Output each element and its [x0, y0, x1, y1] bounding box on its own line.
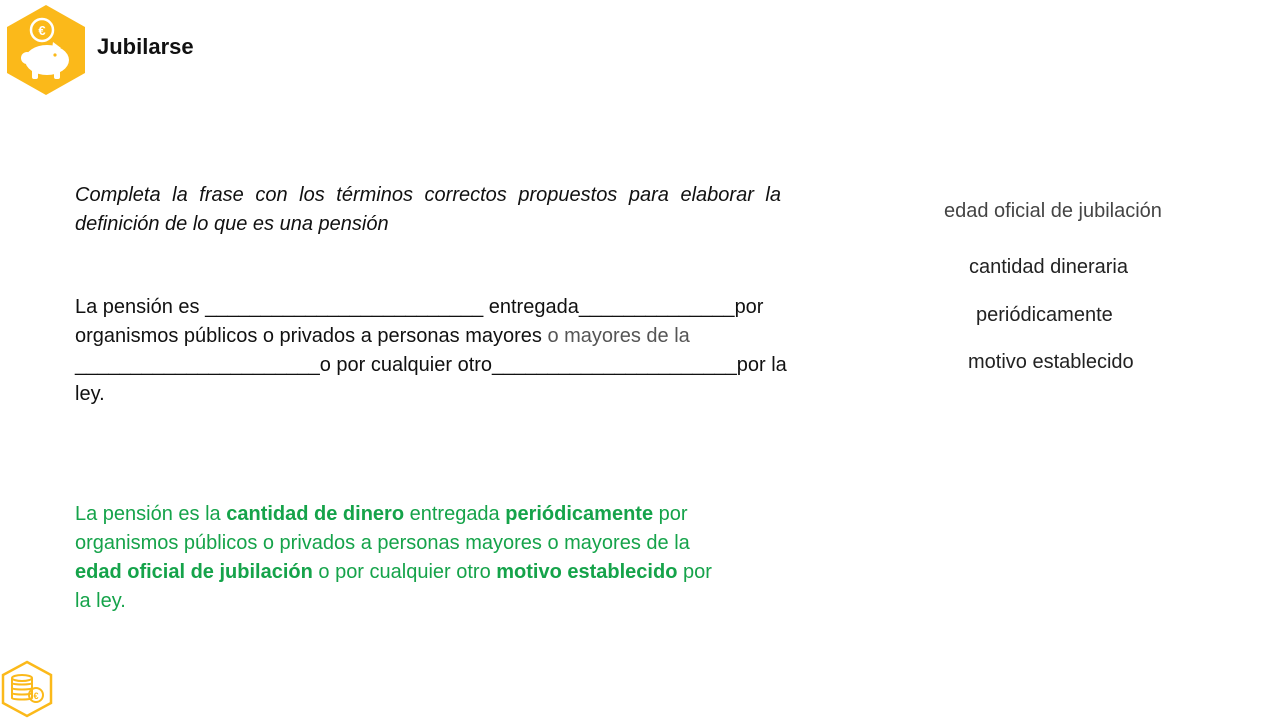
option-term[interactable]: motivo establecido — [968, 351, 1134, 373]
answer-term: motivo establecido — [496, 561, 678, 583]
answer-part: La pensión es la — [75, 503, 227, 525]
answer-part: entregada — [404, 503, 506, 525]
answer-text — [75, 500, 715, 616]
instruction-text: Completa la frase con los términos correctos propuestos para elaborar la definición de lo que es una pensión — [75, 184, 781, 235]
svg-text:€: € — [33, 691, 39, 701]
answer-term: edad oficial de jubilación — [75, 561, 313, 583]
exercise-text: por la ley. — [75, 354, 787, 405]
option-term[interactable]: cantidad dineraria — [969, 256, 1128, 278]
page-title: Jubilarse — [97, 34, 194, 59]
answer-part: por organismos públicos o privados a personas mayores o mayores de la — [75, 503, 690, 554]
exercise-text: o por cualquier otro — [319, 354, 493, 376]
exercise-text: La pensión es — [75, 296, 206, 318]
exercise-sentence — [75, 293, 820, 409]
exercise-text: o mayores de la — [547, 325, 690, 347]
blank-2: ______________ — [578, 296, 735, 318]
exercise-text: entregada — [483, 296, 579, 318]
blank-1: _________________________ — [205, 296, 484, 318]
answer-part: o por cualquier otro — [312, 561, 497, 583]
answer-term: periódicamente — [505, 503, 654, 525]
coins-euro-icon — [1, 660, 53, 718]
option-term[interactable]: edad oficial de jubilación — [944, 200, 1162, 222]
exercise-text: por organismos públicos o privados a personas mayores — [75, 296, 764, 347]
blank-4: ______________________ — [492, 354, 737, 376]
option-term[interactable]: periódicamente — [976, 304, 1113, 326]
answer-term: cantidad de dinero — [226, 503, 405, 525]
blank-3: ______________________ — [75, 354, 320, 376]
svg-text:€: € — [38, 23, 46, 38]
answer-part: por la ley. — [75, 561, 712, 612]
piggy-bank-euro-icon — [5, 4, 87, 96]
